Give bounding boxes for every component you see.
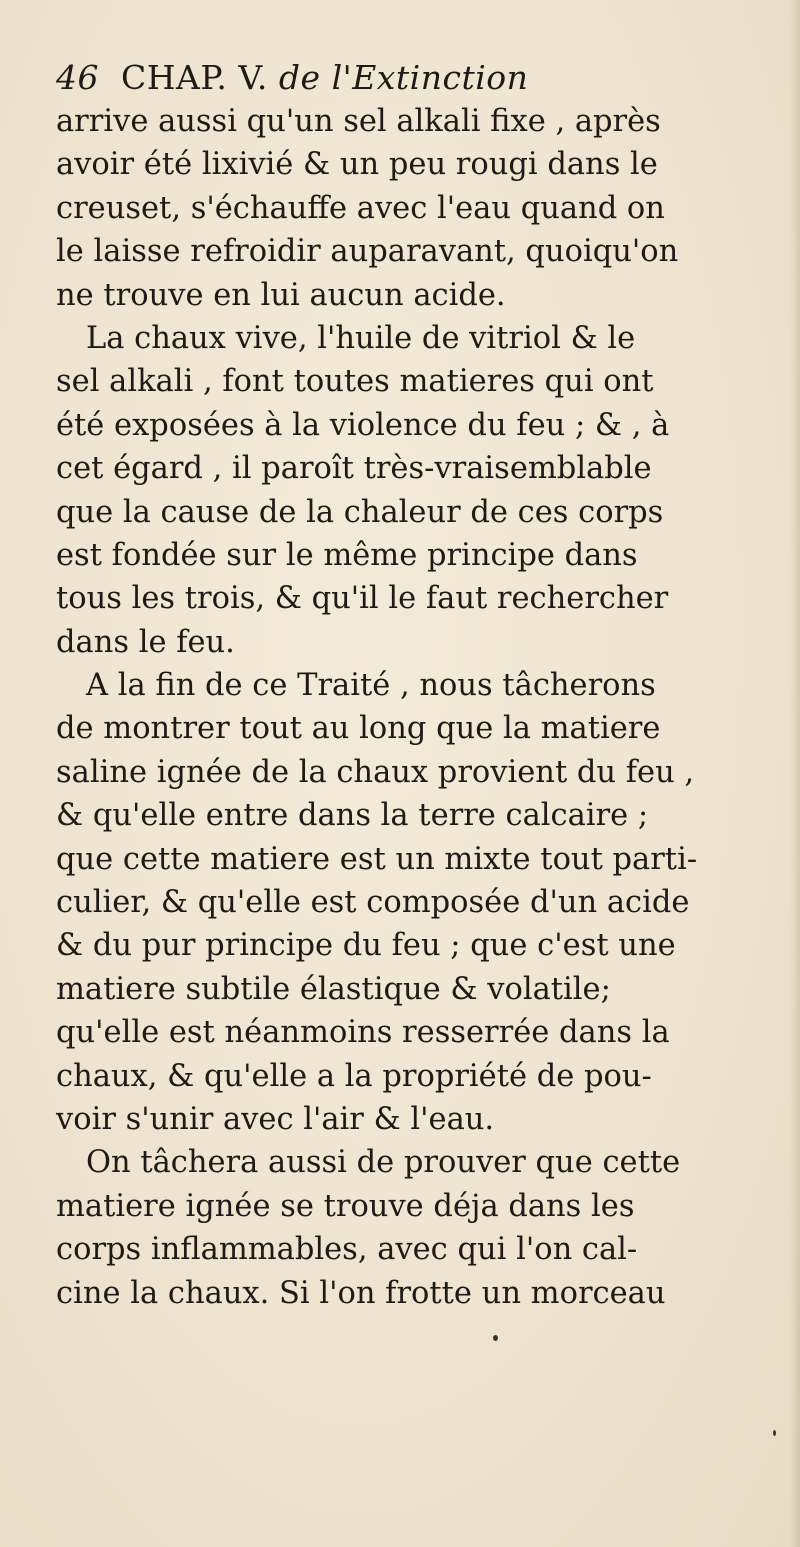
- text-line: qu'elle est néanmoins resserrée dans la: [56, 1015, 670, 1051]
- text-line: chaux, & qu'elle a la propriété de pou-: [56, 1058, 652, 1094]
- text-line: est fondée sur le même principe dans: [56, 537, 638, 573]
- text-line: avoir été lixivié & un peu rougi dans le: [56, 147, 658, 183]
- text-line: saline ignée de la chaux provient du feu ,: [56, 754, 695, 790]
- text-line: matiere ignée se trouve déja dans les: [56, 1188, 635, 1224]
- text-line: culier, & qu'elle est composée d'un acide: [56, 885, 690, 921]
- text-line: matiere subtile élastique & volatile;: [56, 971, 611, 1007]
- text-line: voir s'unir avec l'air & l'eau.: [56, 1101, 495, 1137]
- text-line: ne trouve en lui aucun acide.: [56, 277, 506, 313]
- text-line: & qu'elle entre dans la terre calcaire ;: [56, 798, 649, 834]
- page-number: 46: [56, 58, 99, 97]
- text-line: été exposées à la violence du feu ; & , à: [56, 407, 670, 443]
- book-page: [56, 56, 796, 1315]
- text-line: dans le feu.: [56, 624, 235, 660]
- paper-speck: [493, 1335, 498, 1341]
- text-line: creuset, s'échauffe avec l'eau quand on: [56, 190, 665, 226]
- paragraph-start-line: On tâchera aussi de prouver que cette: [86, 1145, 681, 1181]
- text-line: le laisse refroidir auparavant, quoiqu'on: [56, 234, 679, 270]
- text-line: sel alkali , font toutes matieres qui ont: [56, 364, 654, 400]
- text-line: que cette matiere est un mixte tout parti-: [56, 841, 698, 877]
- chapter-label: CHAP. V.: [121, 58, 268, 97]
- running-head: [56, 56, 796, 100]
- paragraph-start-line: La chaux vive, l'huile de vitriol & le: [86, 320, 636, 356]
- chapter-title: de l'Extinction: [278, 58, 529, 97]
- text-line: de montrer tout au long que la matiere: [56, 711, 661, 747]
- body-text: [56, 100, 796, 1315]
- text-line: que la cause de la chaleur de ces corps: [56, 494, 664, 530]
- text-line: corps inflammables, avec qui l'on cal-: [56, 1232, 638, 1268]
- text-line: arrive aussi qu'un sel alkali fixe , après: [56, 104, 661, 139]
- text-line: cet égard , il paroît très-vraisemblable: [56, 451, 652, 487]
- text-line: tous les trois, & qu'il le faut rechercher: [56, 581, 669, 617]
- text-line: cine la chaux. Si l'on frotte un morceau: [56, 1275, 666, 1311]
- text-line: & du pur principe du feu ; que c'est une: [56, 928, 676, 964]
- paragraph-start-line: A la fin de ce Traité , nous tâcherons: [86, 668, 656, 704]
- paper-speck: [773, 1430, 776, 1436]
